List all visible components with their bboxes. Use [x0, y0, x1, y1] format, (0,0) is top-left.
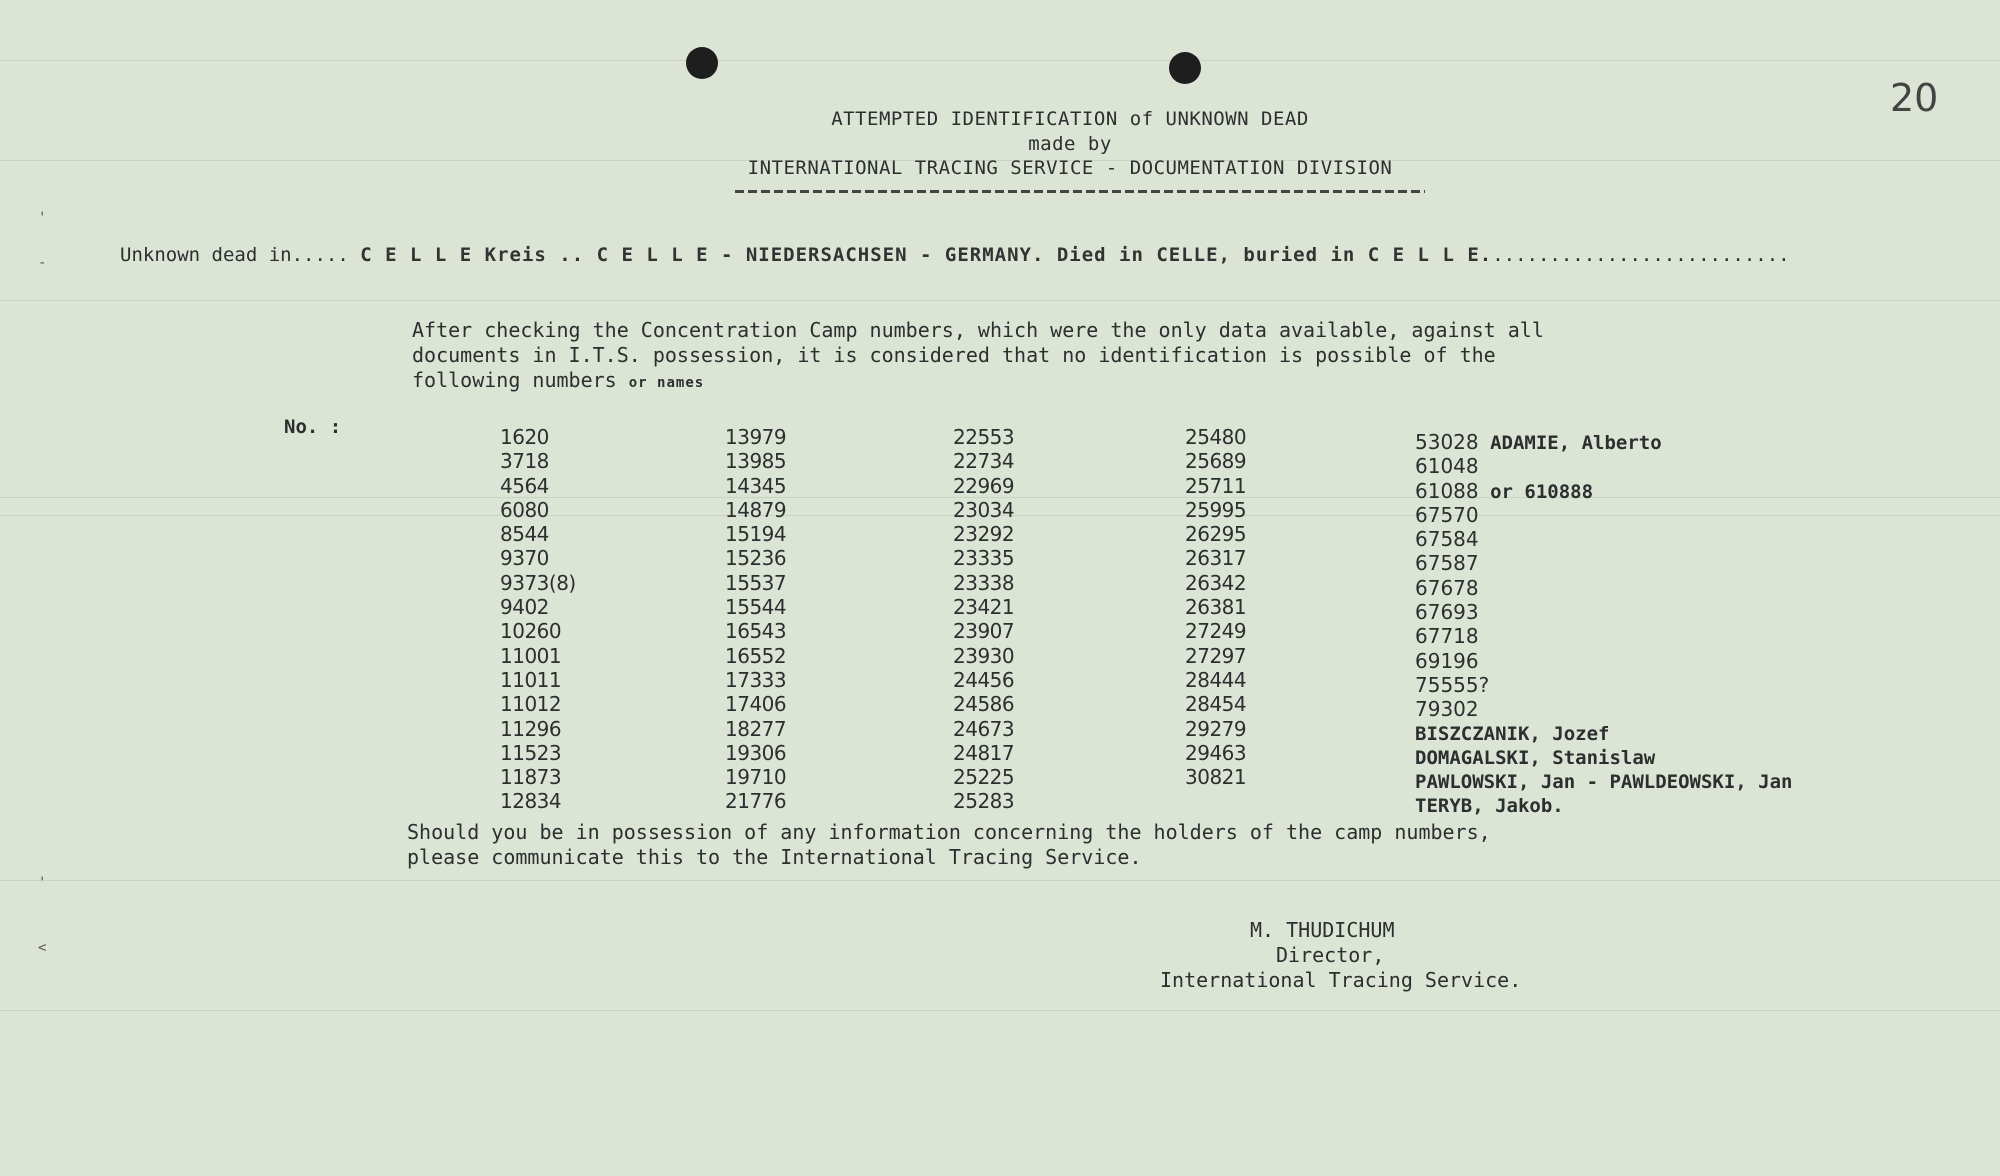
- camp-number: 16552: [725, 643, 787, 668]
- camp-number: 67678: [1415, 575, 1479, 600]
- camp-number: 25689: [1185, 449, 1247, 474]
- camp-number: 21776: [725, 789, 787, 814]
- camp-number: 11523: [500, 740, 562, 765]
- camp-number: 26295: [1185, 522, 1247, 547]
- camp-number: 11296: [500, 716, 562, 741]
- camp-number: 67584: [1415, 527, 1479, 552]
- camp-entry: [1415, 673, 1793, 697]
- camp-number: 14879: [725, 497, 787, 522]
- camp-number: 16543: [725, 619, 787, 644]
- camp-number: 1620: [500, 425, 549, 449]
- ruled-line: [0, 60, 2000, 61]
- camp-number: 23930: [953, 643, 1015, 668]
- camp-number: 28444: [1185, 667, 1247, 692]
- camp-number: 69196: [1415, 648, 1479, 673]
- camp-number: 19710: [725, 765, 787, 790]
- camp-number: 15236: [725, 546, 787, 571]
- camp-number: 28454: [1185, 692, 1247, 717]
- signature-organization: International Tracing Service.: [1160, 968, 1522, 992]
- camp-number: 24456: [953, 667, 1015, 692]
- signature-name: M. THUDICHUM: [1250, 918, 1395, 942]
- camp-entry: [1415, 697, 1793, 721]
- ruled-line: [0, 880, 2000, 881]
- unknown-dead-label: Unknown dead in: [120, 244, 292, 266]
- camp-entry: [1415, 430, 1793, 454]
- person-name: PAWLOWSKI, Jan - PAWLDEOWSKI, Jan: [1415, 771, 1793, 794]
- camp-number: 24817: [953, 740, 1015, 765]
- intro-line-3-text: following numbers: [412, 368, 617, 392]
- camp-number: 25995: [1185, 497, 1247, 522]
- punch-hole: [1169, 52, 1201, 84]
- header-underline: [735, 190, 1425, 193]
- numbers-column-1: [500, 425, 576, 814]
- numbers-column-2: [725, 425, 786, 814]
- camp-number: 10260: [500, 619, 562, 644]
- camp-number: 30821: [1185, 765, 1247, 790]
- camp-entry: [1415, 503, 1793, 527]
- camp-number: 26381: [1185, 595, 1247, 620]
- camp-entry: [1415, 649, 1793, 673]
- camp-number: 29279: [1185, 716, 1247, 741]
- intro-line-3: [412, 368, 704, 392]
- camp-number: 79302: [1415, 697, 1479, 722]
- camp-number: 12834: [500, 789, 562, 814]
- camp-number: 11873: [500, 765, 562, 790]
- person-name: DOMAGALSKI, Stanislaw: [1415, 746, 1656, 769]
- person-name: BISZCZANIK, Jozef: [1415, 722, 1610, 745]
- header-subtitle: made by: [1028, 133, 1112, 155]
- margin-mark: ': [38, 875, 47, 891]
- page-number: 20: [1890, 76, 1939, 120]
- intro-line-1: After checking the Concentration Camp numbers, which were the only data available, against all: [412, 318, 1544, 342]
- camp-number: 23292: [953, 522, 1015, 547]
- camp-entry: [1415, 794, 1793, 818]
- camp-number: 9373(8): [500, 570, 576, 595]
- camp-number: 15544: [725, 595, 787, 620]
- camp-number: 67693: [1415, 600, 1479, 625]
- camp-number: 4564: [500, 473, 549, 498]
- camp-number: 24586: [953, 692, 1015, 717]
- camp-number: 11012: [500, 692, 562, 717]
- camp-number: 17333: [725, 667, 787, 692]
- camp-number: 29463: [1185, 740, 1247, 765]
- camp-number: 53028: [1415, 430, 1479, 454]
- header-organization: INTERNATIONAL TRACING SERVICE - DOCUMENTATION DIVISION: [747, 157, 1393, 179]
- camp-entry: [1415, 722, 1793, 746]
- camp-number: 18277: [725, 716, 787, 741]
- camp-number: 23034: [953, 497, 1015, 522]
- camp-number: 26317: [1185, 546, 1247, 571]
- camp-number: 27249: [1185, 619, 1247, 644]
- person-name: or 610888: [1490, 480, 1594, 503]
- camp-number: 22734: [953, 449, 1015, 474]
- camp-number: 22553: [953, 425, 1015, 449]
- numbers-label: No. :: [284, 416, 342, 438]
- camp-number: 23335: [953, 546, 1015, 571]
- numbers-column-5: [1415, 430, 1793, 819]
- person-name: ADAMIE, Alberto: [1490, 432, 1662, 454]
- camp-number: 23421: [953, 595, 1015, 620]
- margin-mark: ': [38, 210, 47, 226]
- camp-number: 8544: [500, 522, 549, 547]
- camp-number: 3718: [500, 449, 549, 474]
- camp-number: 25283: [953, 789, 1015, 814]
- camp-number: 13979: [725, 425, 787, 449]
- camp-number: 61088: [1415, 478, 1479, 503]
- margin-mark: <: [38, 940, 47, 956]
- intro-line-2: documents in I.T.S. possession, it is considered that no identification is possible of the: [412, 343, 1496, 367]
- camp-entry: [1415, 624, 1793, 648]
- camp-entry: [1415, 576, 1793, 600]
- camp-number: 24673: [953, 716, 1015, 741]
- camp-number: 75555?: [1415, 672, 1490, 697]
- camp-number: 9370: [500, 546, 549, 571]
- camp-entry: [1415, 746, 1793, 770]
- camp-number: 23338: [953, 570, 1015, 595]
- camp-number: 17406: [725, 692, 787, 717]
- camp-number: 67587: [1415, 551, 1479, 576]
- punch-hole: [686, 47, 718, 79]
- numbers-column-4: [1185, 425, 1246, 789]
- signature-title: Director,: [1276, 943, 1385, 967]
- camp-number: 25225: [953, 765, 1015, 790]
- numbers-column-3: [953, 425, 1014, 814]
- camp-number: 13985: [725, 449, 787, 474]
- camp-number: 14345: [725, 473, 787, 498]
- header-title: ATTEMPTED IDENTIFICATION of UNKNOWN DEAD: [831, 108, 1309, 130]
- camp-number: 61048: [1415, 454, 1479, 479]
- camp-entry: [1415, 770, 1793, 794]
- unknown-dead-place: C E L L E Kreis .. C E L L E - NIEDERSACHSEN - GERMANY. Died in CELLE, buried in C E L L E.: [360, 244, 1493, 266]
- closing-line-2: please communicate this to the International Tracing Service.: [407, 845, 1142, 869]
- camp-number: 25711: [1185, 473, 1247, 498]
- camp-number: 23907: [953, 619, 1015, 644]
- camp-number: 15537: [725, 570, 787, 595]
- camp-number: 9402: [500, 595, 549, 620]
- camp-number: 22969: [953, 473, 1015, 498]
- camp-number: 27297: [1185, 643, 1247, 668]
- camp-number: 11001: [500, 643, 562, 668]
- ruled-line: [0, 1010, 2000, 1011]
- intro-addendum: or names: [628, 375, 705, 391]
- margin-mark: -: [38, 255, 47, 271]
- camp-number: 25480: [1185, 425, 1247, 449]
- camp-number: 15194: [725, 522, 787, 547]
- closing-line-1: Should you be in possession of any information concerning the holders of the camp numbers,: [407, 820, 1491, 844]
- camp-number: 67718: [1415, 624, 1479, 649]
- ruled-line: [0, 300, 2000, 301]
- unknown-dead-line: Unknown dead in..... C E L L E Kreis .. C E L L E - NIEDERSACHSEN - GERMANY. Died in CELLE, buried in C E L L E...........................: [120, 244, 1790, 266]
- camp-number: 11011: [500, 667, 562, 692]
- camp-entry: [1415, 454, 1793, 478]
- camp-number: 26342: [1185, 570, 1247, 595]
- camp-number: 19306: [725, 740, 787, 765]
- camp-number: 67570: [1415, 502, 1479, 527]
- camp-entry: [1415, 600, 1793, 624]
- person-name: TERYB, Jakob.: [1415, 795, 1564, 818]
- camp-number: 6080: [500, 497, 549, 522]
- camp-entry: [1415, 527, 1793, 551]
- camp-entry: [1415, 551, 1793, 575]
- camp-entry: [1415, 479, 1793, 503]
